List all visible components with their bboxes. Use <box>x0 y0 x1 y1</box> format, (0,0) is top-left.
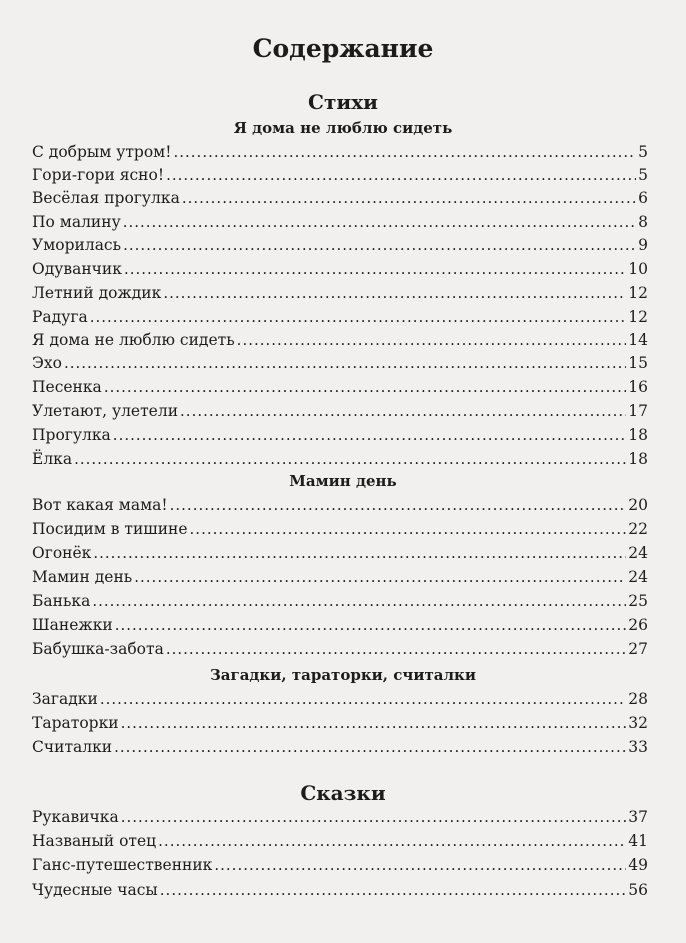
toc-entry-title: Мамин день <box>32 568 133 586</box>
toc-entry-title: Радуга <box>32 308 88 326</box>
toc-entry <box>32 590 648 612</box>
dot-leader <box>173 141 636 163</box>
section-heading: Мамин день <box>289 472 397 490</box>
toc-entry-page: 15 <box>628 354 648 372</box>
toc-entry-title: Гори-гори ясно! <box>32 166 165 184</box>
toc-entry <box>32 736 648 758</box>
toc-entry-title: Летний дождик <box>32 284 162 302</box>
dot-leader <box>74 448 626 470</box>
toc-entry-title: Шанежки <box>32 616 113 634</box>
toc-entry <box>32 164 648 186</box>
dot-leader <box>160 879 626 901</box>
dot-leader <box>93 542 626 564</box>
toc-entry-page: 16 <box>628 378 648 396</box>
toc-entry-page: 32 <box>628 714 648 732</box>
dot-leader <box>123 234 636 256</box>
toc-entry-page: 37 <box>628 808 648 826</box>
toc-entry <box>32 187 648 209</box>
dot-leader <box>92 590 626 612</box>
dot-leader <box>64 352 626 374</box>
dot-leader <box>182 187 636 209</box>
toc-entry-page: 28 <box>628 690 648 708</box>
dot-leader <box>237 329 627 351</box>
toc-entry <box>32 400 648 422</box>
section-heading: Я дома не люблю сидеть <box>233 119 453 137</box>
toc-entry-page: 10 <box>628 260 648 278</box>
toc-entry-title: Я дома не люблю сидеть <box>32 331 235 349</box>
toc-entry-page: 5 <box>638 166 648 184</box>
dot-leader <box>123 211 636 233</box>
toc-entry-page: 8 <box>638 213 648 231</box>
dot-leader <box>90 306 627 328</box>
toc-entry-page: 12 <box>628 284 648 302</box>
toc-entry-page: 33 <box>628 738 648 756</box>
toc-entry <box>32 494 648 516</box>
toc-entry-title: Эхо <box>32 354 62 372</box>
toc-entry-title: Рукавичка <box>32 808 119 826</box>
toc-entry-title: Посидим в тишине <box>32 520 188 538</box>
toc-entry <box>32 614 648 636</box>
toc-entry <box>32 830 648 852</box>
toc-entry-page: 41 <box>628 832 648 850</box>
toc-entry-title: Названый отец <box>32 832 157 850</box>
dot-leader <box>166 164 636 186</box>
part-heading-poems: Стихи <box>308 90 378 114</box>
toc-entry-title: Одуванчик <box>32 260 122 278</box>
toc-entry-page: 6 <box>638 189 648 207</box>
toc-entry-title: Бабушка-забота <box>32 640 164 658</box>
dot-leader <box>214 854 626 876</box>
toc-entry-page: 56 <box>628 881 648 899</box>
toc-entry-title: С добрым утром! <box>32 143 172 161</box>
part-heading-tales: Сказки <box>300 781 386 805</box>
section-heading: Загадки, тараторки, считалки <box>209 666 477 684</box>
toc-entry-title: Чудесные часы <box>32 881 158 899</box>
toc-entry-title: Весёлая прогулка <box>32 189 180 207</box>
toc-entry-page: 9 <box>638 236 648 254</box>
toc-entry <box>32 542 648 564</box>
toc-entry <box>32 806 648 828</box>
toc-entry-page: 26 <box>628 616 648 634</box>
toc-entry-page: 20 <box>628 496 648 514</box>
toc-entry <box>32 141 648 163</box>
toc-entry-title: Считалки <box>32 738 113 756</box>
toc-entry-page: 24 <box>628 544 648 562</box>
toc-entry-title: Уморилась <box>32 236 122 254</box>
toc-entry-page: 18 <box>628 450 648 468</box>
dot-leader <box>121 806 627 828</box>
toc-entry <box>32 234 648 256</box>
toc-entry <box>32 448 648 470</box>
toc-entry-title: Тараторки <box>32 714 119 732</box>
dot-leader <box>190 518 627 540</box>
dot-leader <box>166 638 626 660</box>
toc-entry-page: 22 <box>628 520 648 538</box>
toc-entry-title: Банька <box>32 592 91 610</box>
dot-leader <box>180 400 626 422</box>
toc-entry-title: По малину <box>32 213 121 231</box>
dot-leader <box>158 830 626 852</box>
toc-entry-page: 25 <box>628 592 648 610</box>
toc-entry-title: Ёлка <box>32 450 73 468</box>
toc-entry-page: 27 <box>628 640 648 658</box>
toc-entry <box>32 376 648 398</box>
toc-entry <box>32 282 648 304</box>
toc-entry-title: Огонёк <box>32 544 92 562</box>
toc-entry <box>32 306 648 328</box>
toc-entry <box>32 566 648 588</box>
dot-leader <box>113 424 626 446</box>
toc-entry-page: 14 <box>628 331 648 349</box>
toc-entry-page: 24 <box>628 568 648 586</box>
dot-leader <box>100 688 626 710</box>
page-title: Содержание <box>252 34 434 63</box>
toc-entry-page: 18 <box>628 426 648 444</box>
toc-entry <box>32 712 648 734</box>
toc-entry-page: 5 <box>638 143 648 161</box>
toc-entry-title: Вот какая мама! <box>32 496 168 514</box>
toc-entry-title: Песенка <box>32 378 102 396</box>
dot-leader <box>121 712 627 734</box>
toc-entry <box>32 638 648 660</box>
dot-leader <box>124 258 626 280</box>
dot-leader <box>170 494 627 516</box>
toc-entry <box>32 854 648 876</box>
toc-entry-title: Прогулка <box>32 426 111 444</box>
toc-entry-title: Ганс-путешественник <box>32 856 213 874</box>
dot-leader <box>134 566 626 588</box>
toc-entry <box>32 211 648 233</box>
toc-entry <box>32 688 648 710</box>
toc-entry-page: 49 <box>628 856 648 874</box>
toc-entry-title: Загадки <box>32 690 98 708</box>
toc-entry <box>32 424 648 446</box>
dot-leader <box>114 736 626 758</box>
toc-entry <box>32 258 648 280</box>
dot-leader <box>163 282 626 304</box>
toc-entry <box>32 518 648 540</box>
dot-leader <box>115 614 627 636</box>
toc-entry <box>32 879 648 901</box>
toc-entry <box>32 352 648 374</box>
toc-entry <box>32 329 648 351</box>
toc-entry-page: 17 <box>628 402 648 420</box>
toc-entry-page: 12 <box>628 308 648 326</box>
toc-entry-title: Улетают, улетели <box>32 402 179 420</box>
dot-leader <box>104 376 626 398</box>
